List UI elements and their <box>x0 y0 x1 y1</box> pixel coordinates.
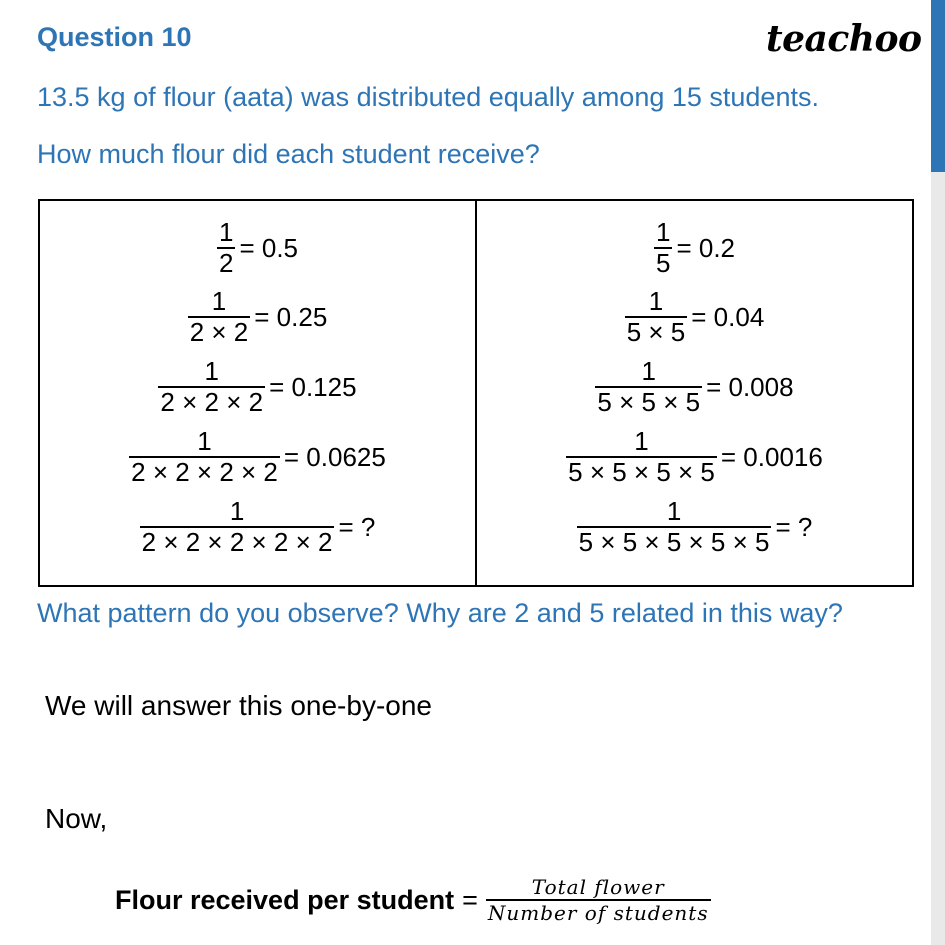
denominator: 5 <box>655 248 671 279</box>
numerator: 1 <box>211 286 227 316</box>
fraction-equation <box>40 357 475 417</box>
result: = 0.04 <box>691 301 765 332</box>
fraction <box>140 497 335 557</box>
fraction <box>625 287 688 347</box>
fraction-equation <box>477 218 912 278</box>
denominator: 2 × 2 <box>189 317 249 348</box>
fraction-equation <box>477 497 912 557</box>
powers-of-two-column <box>40 201 477 585</box>
denominator: 2 <box>218 248 234 279</box>
fraction-equation <box>40 218 475 278</box>
fraction-table <box>38 199 914 587</box>
fraction <box>129 427 280 487</box>
question-line-3: What pattern do you observe? Why are 2 and 5 related in this way? <box>37 598 843 628</box>
question-line-1: 13.5 kg of flour (aata) was distributed equally among 15 students. <box>37 82 819 112</box>
result: = ? <box>775 511 813 542</box>
fraction-equation <box>477 357 912 417</box>
formula-numerator: Total flower <box>531 875 665 899</box>
formula-label: Flour received per student <box>115 884 455 915</box>
powers-of-five-column <box>477 201 912 585</box>
result: = 0.125 <box>269 371 357 402</box>
fraction-equation <box>40 287 475 347</box>
result: = 0.5 <box>239 232 299 263</box>
fraction <box>158 357 265 417</box>
fraction <box>654 218 672 278</box>
denominator: 5 × 5 <box>626 317 686 348</box>
question-line-2: How much flour did each student receive? <box>37 139 540 169</box>
scrollbar-thumb[interactable] <box>931 0 945 172</box>
denominator: 5 × 5 × 5 × 5 <box>568 457 715 488</box>
result: = 0.0016 <box>720 441 823 472</box>
fraction-equation <box>40 497 475 557</box>
fraction <box>595 357 702 417</box>
fraction <box>188 287 251 347</box>
numerator: 1 <box>218 217 234 247</box>
numerator: 1 <box>655 217 671 247</box>
fraction-equation <box>477 287 912 347</box>
numerator: 1 <box>197 426 212 456</box>
denominator: 5 × 5 × 5 <box>597 387 701 418</box>
numerator: 1 <box>666 496 682 526</box>
numerator: 1 <box>204 356 219 386</box>
formula <box>115 875 711 925</box>
formula-fraction <box>486 875 711 925</box>
question-title: Question 10 <box>37 22 192 52</box>
result: = 0.25 <box>254 301 328 332</box>
answer-now: Now, <box>45 803 108 834</box>
fraction <box>566 427 717 487</box>
result: = ? <box>338 511 376 542</box>
fraction-equation <box>40 427 475 487</box>
denominator: 5 × 5 × 5 × 5 × 5 <box>578 527 770 558</box>
result: = 0.2 <box>676 232 736 263</box>
denominator: 2 × 2 × 2 × 2 × 2 <box>141 527 333 558</box>
fraction-equation <box>477 427 912 487</box>
numerator: 1 <box>634 426 649 456</box>
fraction <box>217 218 235 278</box>
numerator: 1 <box>648 286 664 316</box>
result: = 0.008 <box>706 371 794 402</box>
numerator: 1 <box>641 356 656 386</box>
equals-sign: = <box>462 884 478 915</box>
denominator: 2 × 2 × 2 <box>160 387 264 418</box>
fraction <box>577 497 772 557</box>
numerator: 1 <box>229 496 245 526</box>
teachoo-logo: teachoo <box>766 18 922 60</box>
denominator: 2 × 2 × 2 × 2 <box>131 457 278 488</box>
formula-denominator: Number of students <box>487 901 709 925</box>
result: = 0.0625 <box>283 441 386 472</box>
answer-intro: We will answer this one-by-one <box>45 690 432 721</box>
